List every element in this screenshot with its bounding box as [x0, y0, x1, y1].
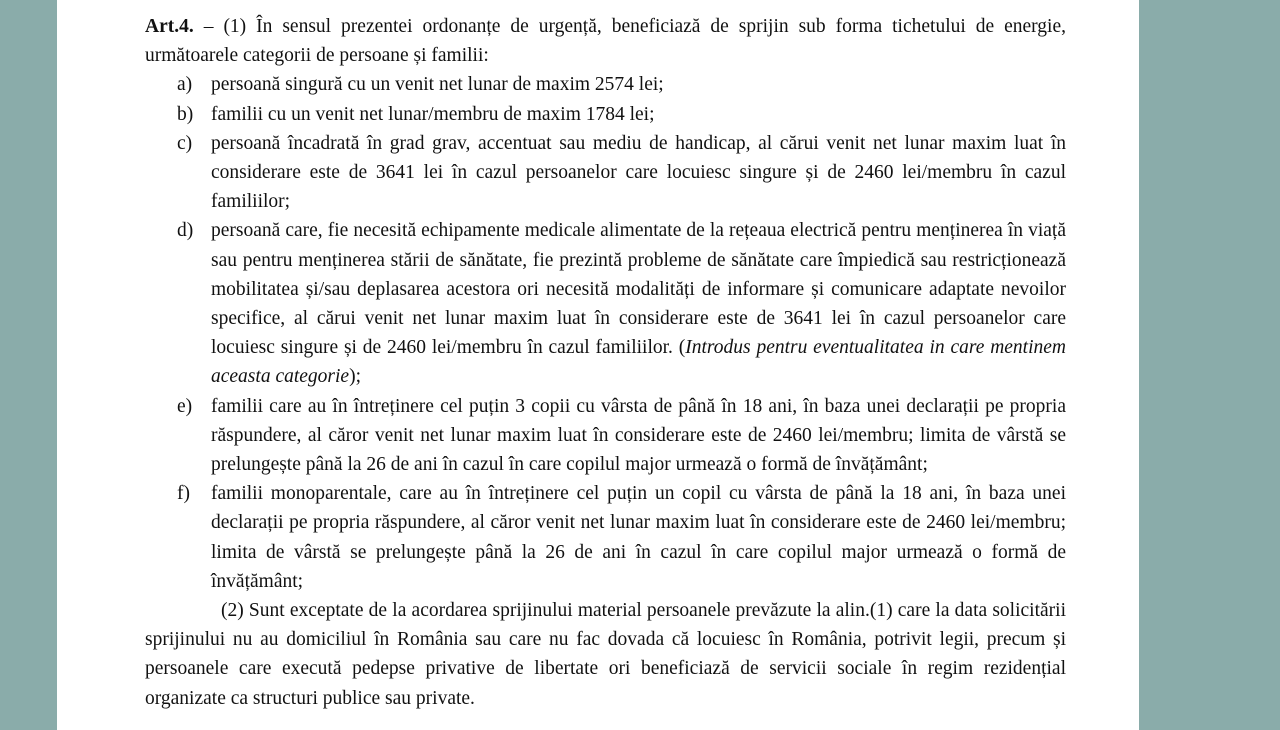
list-item-text: persoană încadrată în grad grav, accentuat sau mediu de handicap, al cărui venit net lunar maxim luat în considerare este de 3641 lei în cazul persoanelor care locuiesc singure și de 2460 lei/membru în cazul familiilor; [211, 132, 1066, 213]
list-item-text: persoană care, fie necesită echipamente medicale alimentate de la rețeaua electrică pentru menținerea în viață sau pentru menținerea stării de sănătate, fie prezintă probleme de sănătate care împiedică sau restricționează mobilitatea și/sau deplasarea acestora ori necesită modalități de informare și comunicare adaptate nevoilor specifice, al cărui venit net lunar maxim luat în considerare este de 3641 lei în cazul persoanelor care locuiesc singure și de 2460 lei/membru în cazul familiilor. ( [211, 220, 1066, 359]
article-title: Art.4. [145, 16, 194, 37]
list-item-b [145, 100, 1066, 129]
list-marker: f) [177, 483, 190, 505]
list-item-c [145, 129, 1066, 217]
list-item-italic-note: Introdus pentru eventualitatea in care mentinem aceasta categorie [211, 337, 1067, 388]
document-page [57, 0, 1139, 730]
paragraph-1-text: – (1) În sensul prezentei ordonanțe de urgență, beneficiază de sprijin sub forma tichetului de energie, următoarele categorii de persoane și familii: [145, 16, 1066, 67]
list-item-a [145, 70, 1066, 99]
list-item-text-tail: ); [349, 366, 362, 388]
list-marker: d) [177, 220, 194, 242]
list-marker: a) [177, 74, 193, 96]
list-marker: c) [177, 132, 193, 154]
list-item-text: persoană singură cu un venit net lunar de maxim 2574 lei; [211, 74, 664, 96]
list-marker: e) [177, 395, 193, 417]
article-content [145, 12, 1066, 713]
list-item-text: familii monoparentale, care au în întreținere cel puțin un copil cu vârsta de până la 18 ani, în baza unei declarații pe propria răspundere, al căror venit net lunar maxim luat în considerare este de 2460 lei/membru; limita de vârstă se prelungește până la 26 de ani în cazul în care copilul major urmează o formă de învățământ; [211, 483, 1066, 592]
category-list [145, 70, 1066, 596]
list-item-e [145, 392, 1066, 480]
list-item-f [145, 479, 1066, 596]
list-item-d [145, 216, 1066, 391]
article-paragraph-2: (2) Sunt exceptate de la acordarea sprijinului material persoanele prevăzute la alin.(1) care la data solicitării sprijinului nu au domiciliul în România sau care nu fac dovada că locuiesc în România, potrivit legii, precum și persoanele care execută pedepse privative de libertate ori beneficiază de servicii sociale în regim rezidențial organizate ca structuri publice sau private. [145, 600, 1066, 709]
article-paragraph-1 [145, 12, 1066, 70]
list-item-text: familii care au în întreținere cel puțin 3 copii cu vârsta de până în 18 ani, în baza unei declarații pe propria răspundere, al căror venit net lunar maxim luat în considerare este de 2460 lei/membru; limita de vârstă se prelungește până la 26 de ani în cazul în care copilul major urmează o formă de învățământ; [211, 395, 1066, 476]
list-item-text: familii cu un venit net lunar/membru de maxim 1784 lei; [211, 103, 655, 125]
list-marker: b) [177, 103, 194, 125]
